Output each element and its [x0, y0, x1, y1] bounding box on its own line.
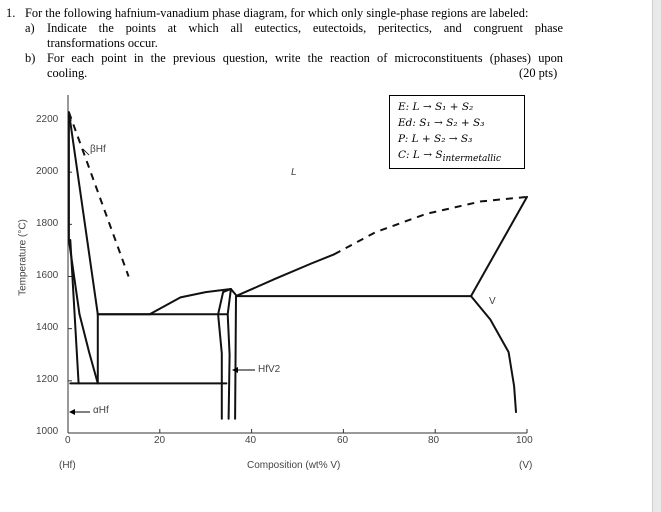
y-tick-label: 2200 [36, 114, 59, 125]
dashed-phase-boundary [69, 112, 129, 276]
reaction-equations-box [389, 95, 525, 169]
eutectic-equation: E: L → S₁ + S₂ [398, 101, 474, 113]
x-tick-marks [68, 429, 527, 433]
y-tick-label: 1400 [36, 322, 59, 333]
phase-boundary [218, 292, 223, 419]
y-axis-title: Temperature (°C) [17, 219, 29, 296]
part-b-text-line1: For each point in the previous question, write the reaction of microconstituents (phases) upon [47, 51, 563, 65]
part-a-text-line1: Indicate the points at which all eutectics, eutectoids, peritectics, and congruent phase [47, 21, 563, 35]
phase-boundary [70, 240, 78, 383]
window-edge [652, 0, 661, 512]
phase-boundary [228, 289, 231, 419]
hfv2-label: HfV2 [258, 364, 281, 375]
liquid-label: L [291, 167, 297, 178]
beta-hf-label: βHf [90, 144, 106, 155]
phase-boundary [80, 314, 98, 383]
phase-boundary [235, 296, 236, 419]
part-a-text-line2: transformations occur. [47, 36, 158, 50]
v-phase-label: V [489, 296, 496, 307]
x-tick-label: 20 [154, 435, 166, 446]
x-tick-label: 80 [428, 435, 440, 446]
phase-boundary [236, 254, 334, 296]
phase-boundary [471, 296, 516, 412]
phase-boundary [471, 197, 527, 296]
dashed-phase-boundary [334, 197, 527, 254]
x-axis-title: Composition (wt% V) [247, 460, 341, 471]
ahf-arrowhead [69, 409, 75, 415]
points-label: (20 pts) [519, 66, 558, 80]
alpha-hf-label: αHf [93, 405, 109, 416]
x-tick-label: 100 [516, 435, 533, 446]
peritectic-equation: P: L + S₂ → S₃ [398, 133, 473, 145]
part-b-text-line2: cooling. [47, 66, 88, 80]
y-tick-label: 1600 [36, 270, 59, 281]
y-tick-label: 1800 [36, 218, 59, 229]
question-stem: For the following hafnium-vanadium phase diagram, for which only single-phase regions are labeled: [25, 6, 529, 20]
x-tick-label: 60 [337, 435, 349, 446]
part-a-label: a) [25, 21, 35, 35]
x-end-left-label: (Hf) [59, 460, 76, 471]
x-end-right-label: (V) [519, 460, 533, 471]
y-tick-label: 2000 [36, 166, 59, 177]
x-tick-label: 0 [65, 435, 71, 446]
y-tick-label: 1000 [36, 426, 59, 437]
congruent-equation: C: $L \to S_{intermetallic}$ [398, 149, 502, 165]
x-tick-label: 40 [245, 435, 257, 446]
eutectoid-equation: Ed: S₁ → S₂ + S₃ [398, 117, 485, 129]
question-number: 1. [6, 6, 16, 20]
part-b-label: b) [25, 51, 36, 65]
y-tick-label: 1200 [36, 374, 59, 385]
